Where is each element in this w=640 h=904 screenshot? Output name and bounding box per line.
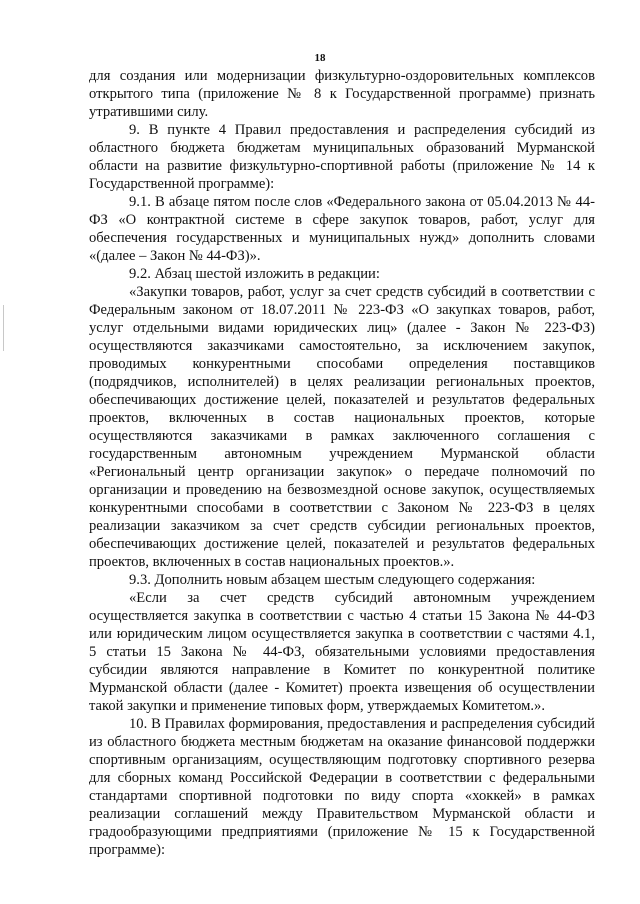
page-number: 18: [314, 52, 326, 64]
paragraph-item-9-3: 9.3. Дополнить новым абзацем шестым следующего содержания:: [129, 572, 536, 588]
paragraph-item-10: 10. В Правилах формирования, предоставления и распределения субсидий из областного бюджета местным бюджетам на оказание финансовой поддержки спортивным организациям, осуществляющим подготовку спортивного резерва для сборных команд Российской Федерации в соответствии с федеральными стандартами спортивной подготовки по виду спорта «хоккей» в рамках реализации соглашений между Правительством Мурманской области и градообразующими предприятиями (приложение № 15 к Государственной программе):: [89, 716, 595, 858]
document-body: [89, 67, 595, 859]
paragraph-quote-autonomous: «Если за счет средств субсидий автономным учреждением осуществляется закупка в соответствии с частью 4 статьи 15 Закона № 44-ФЗ или юридическим лицом осуществляется закупка в соответствии с частями 4.1, 5 статьи 15 Закона № 44-ФЗ, обязательными условиями предоставления субсидии являются направление в Комитет по конкурентной политике Мурманской области (далее - Комитет) проекта извещения об осуществлении такой закупки и применение типовых форм, утверждаемых Комитетом.».: [89, 590, 595, 714]
paragraph-item-9-1: 9.1. В абзаце пятом после слов «Федерального закона от 05.04.2013 № 44-ФЗ «О контрактной системе в сфере закупок товаров, работ, услуг для обеспечения государственных и муниципальных нужд» дополнить словами «(далее – Закон № 44-ФЗ)».: [89, 194, 595, 264]
paragraph-quote-procurement: «Закупки товаров, работ, услуг за счет средств субсидий в соответствии с Федеральным законом от 18.07.2011 № 223-ФЗ «О закупках товаров, работ, услуг отдельными видами юридических лиц» (далее - Закон № 223-ФЗ) осуществляются заказчиками самостоятельно, за исключением закупок, проводимых конкурентными способами определения поставщиков (подрядчиков, исполнителей) в целях реализации региональных проектов, обеспечивающих достижение целей, показателей и результатов федеральных проектов, включенных в состав национальных проектов, которые осуществляются заказчиками в рамках заключенного соглашения с государственным автономным учреждением Мурманской области «Региональный центр организации закупок» о передаче полномочий по организации и проведению на безвозмездной основе закупок, осуществляемых конкурентными способами в соответствии с Законом № 223-ФЗ в целях реализации заказчиком за счет средств субсидии региональных проектов, обеспечивающих достижение целей, показателей и результатов федеральных проектов, включенных в состав национальных проектов.».: [89, 284, 595, 570]
paragraph-item-9-2: 9.2. Абзац шестой изложить в редакции:: [129, 266, 380, 282]
paragraph-item-9: 9. В пункте 4 Правил предоставления и распределения субсидий из областного бюджета бюджетам муниципальных образований Мурманской области на развитие физкультурно-спортивной работы (приложение № 14 к Государственной программе):: [89, 122, 595, 192]
scan-artifact: [3, 305, 4, 351]
paragraph-continuation: для создания или модернизации физкультурно-оздоровительных комплексов открытого типа (приложение № 8 к Государственной программе) признать утратившими силу.: [89, 68, 595, 120]
